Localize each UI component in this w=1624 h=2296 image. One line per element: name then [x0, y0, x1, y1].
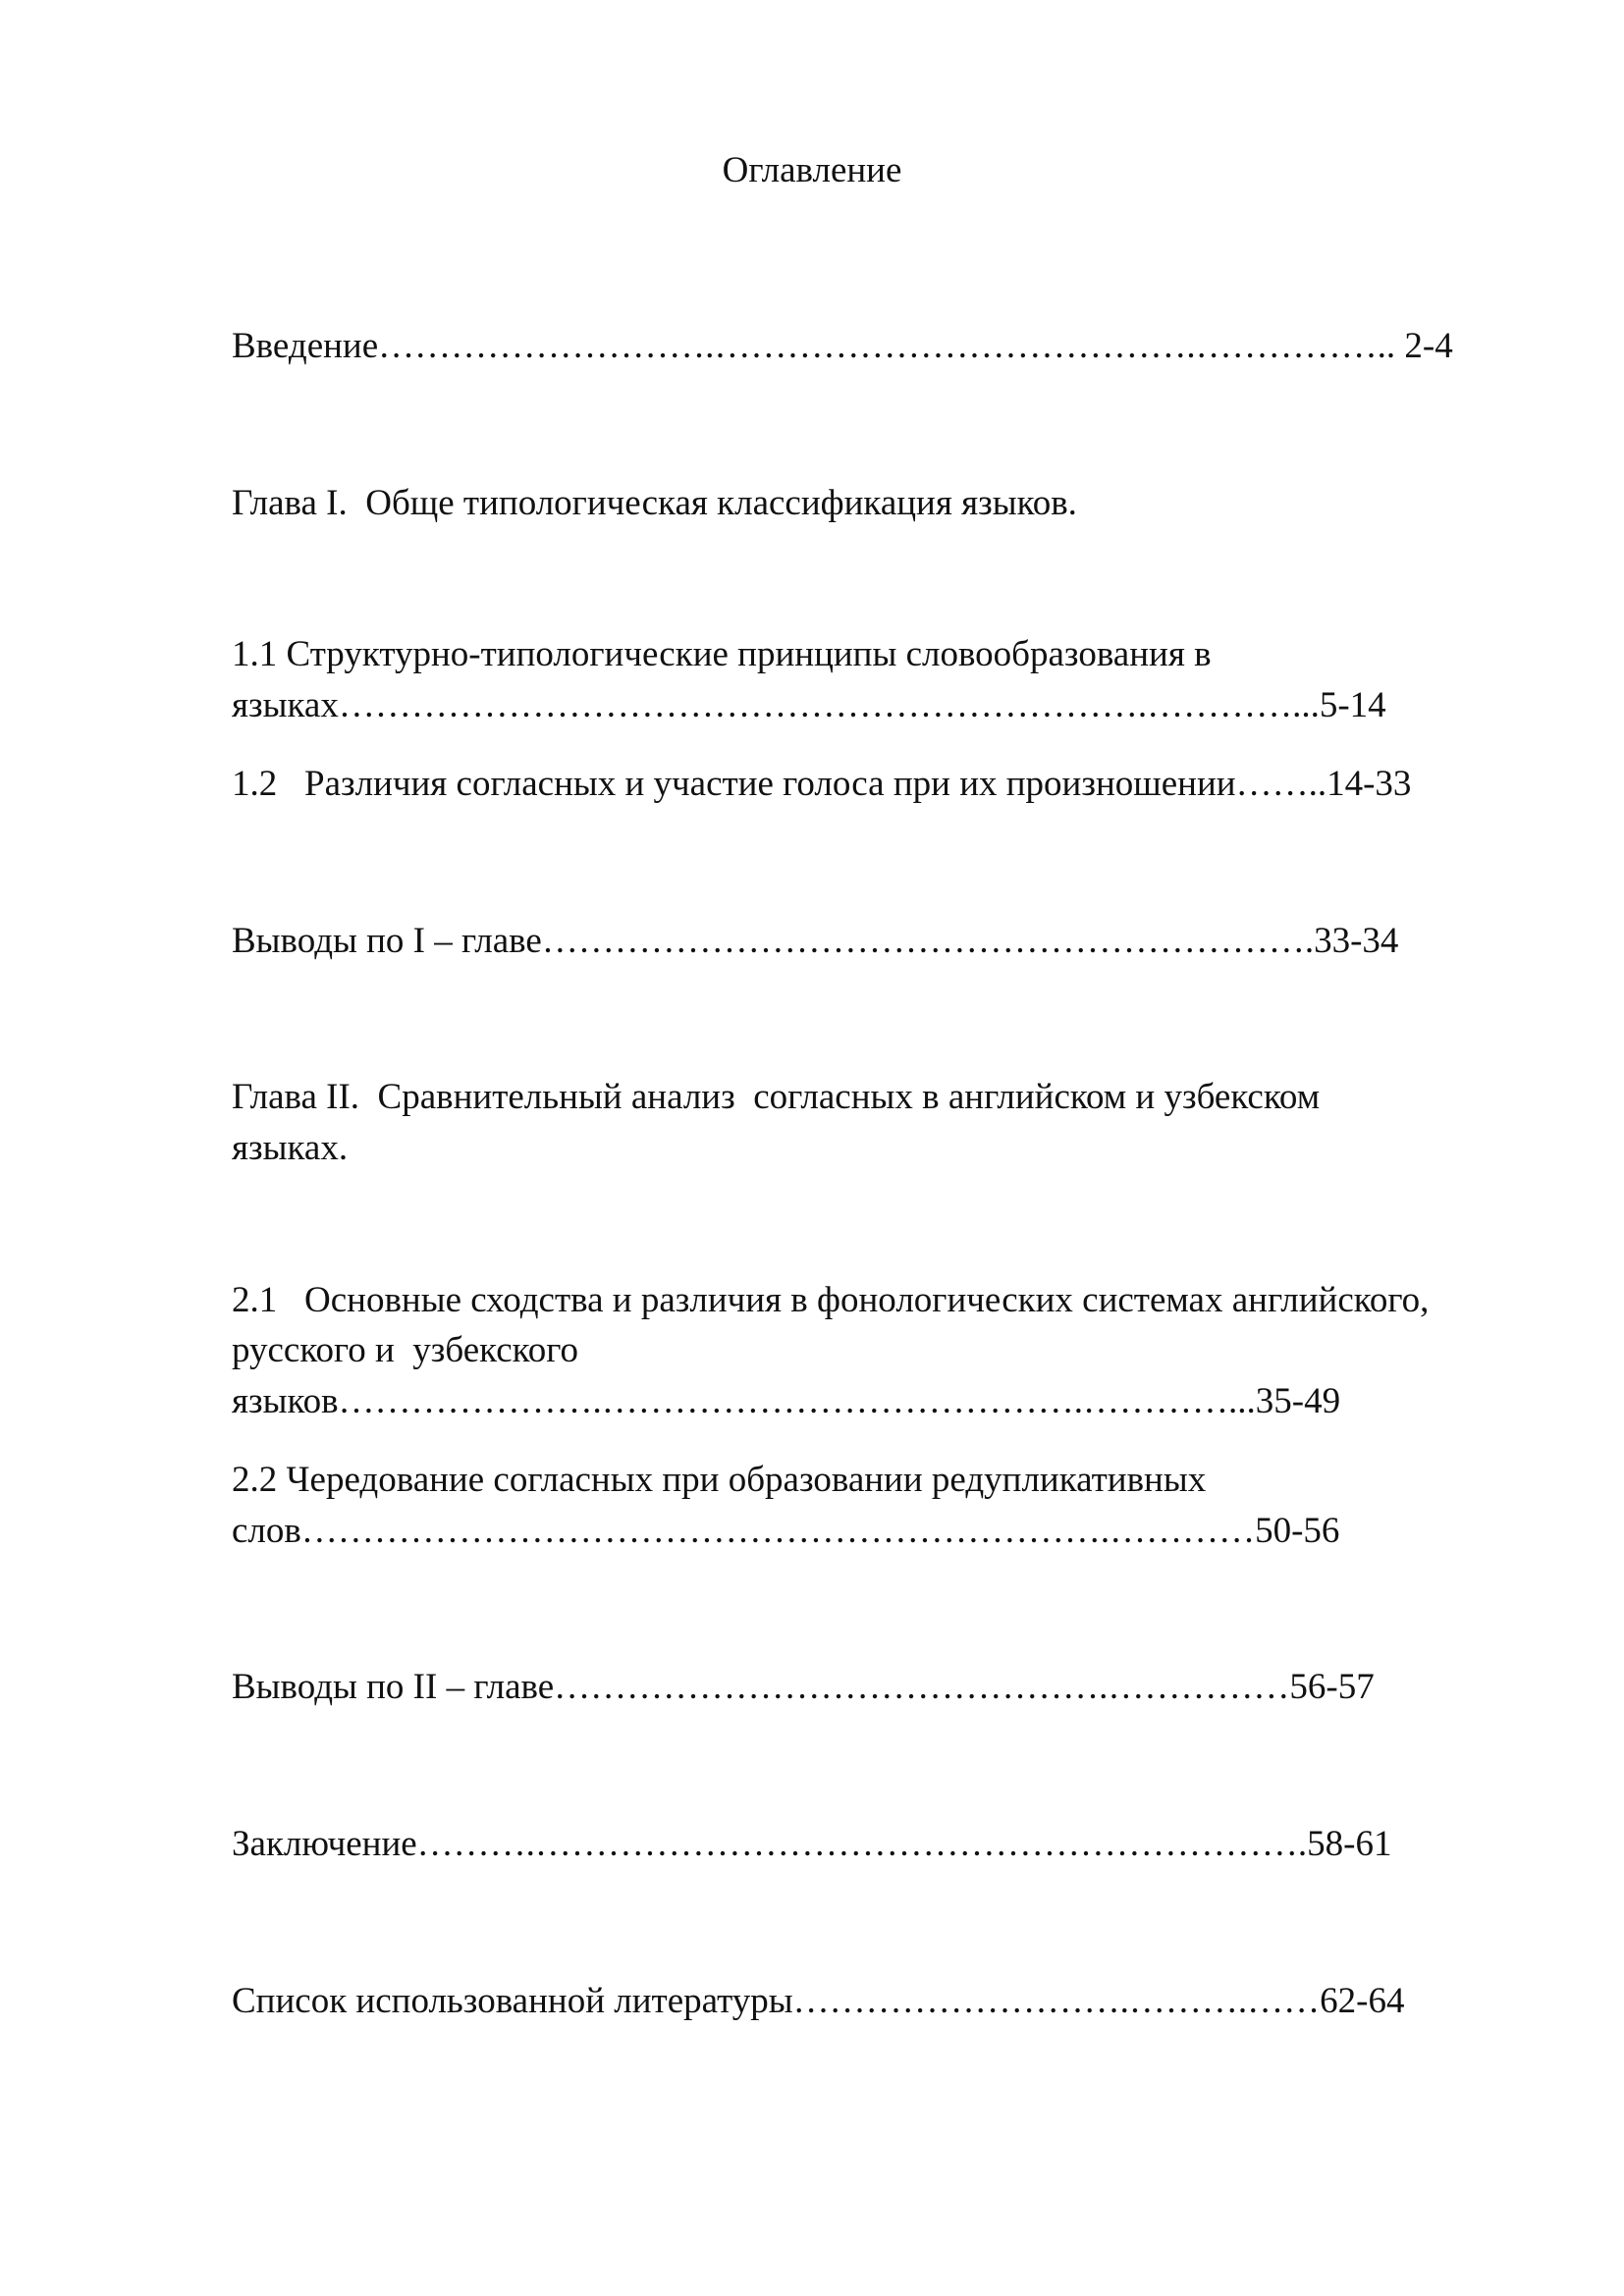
toc-chapter-1-title: Глава I. Обще типологическая классификация языков. [232, 483, 1077, 523]
toc-entry-2-1-line3: языков………………….………………………………….…………...35-49 [232, 1381, 1341, 1421]
toc-entry-2-2-line1: 2.2 Чередование согласных при образовании редупликативных [232, 1460, 1207, 1500]
toc-chapter-2-title-line2: языках. [232, 1128, 349, 1168]
toc-entry-2-1-line2: русского и узбекского [232, 1330, 578, 1370]
toc-entry-2-1-line1: 2.1 Основные сходства и различия в фонологических системах английского, [232, 1280, 1430, 1320]
toc-entry-1-1-line2: языках………………………………………………………….…………...5-14 [232, 685, 1386, 725]
toc-entry-conclusion: Заключение……….……………………………………………………….58-61 [232, 1824, 1392, 1864]
toc-entry-2-2-line2: слов………………………………………………………….…………50-56 [232, 1511, 1340, 1551]
toc-entry-conclusions-2: Выводы по II – главе……………………………………….……………56-57 [232, 1667, 1375, 1707]
toc-entry-references: Список использованной литературы……………………….……….……62-64 [232, 1981, 1405, 2021]
toc-entry-conclusions-1: Выводы по I – главе……………………………………………………….33-34 [232, 921, 1399, 961]
toc-title: Оглавление [722, 150, 902, 190]
toc-chapter-2-title-line1: Глава II. Сравнительный анализ согласных в английском и узбекском [232, 1077, 1321, 1117]
toc-entry-1-2: 1.2 Различия согласных и участие голоса при их произношении……..14-33 [232, 764, 1412, 804]
toc-entry-intro: Введение……………………….………………………………….…………….. 2-4 [232, 326, 1453, 366]
toc-entry-1-1-line1: 1.1 Структурно-типологические принципы словообразования в [232, 634, 1212, 674]
